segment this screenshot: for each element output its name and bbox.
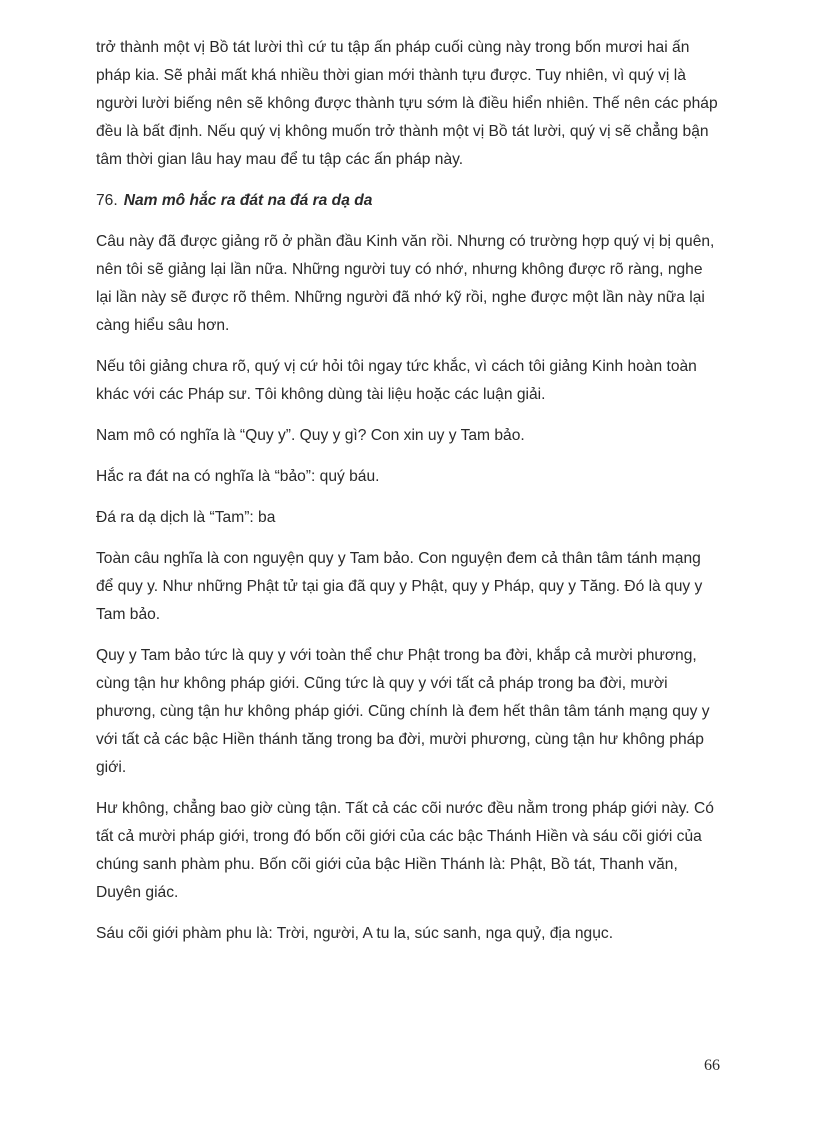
paragraph: Sáu cõi giới phàm phu là: Trời, người, A tu la, súc sanh, nga quỷ, địa ngục. [96, 925, 614, 942]
paragraph: Đá ra dạ dịch là “Tam”: ba [96, 509, 276, 526]
paragraph: Toàn câu nghĩa là con nguyện quy y Tam bảo. Con nguyện đem cả thân tâm tánh mạng để quy y. Như những Phật tử tại gia đã quy y Phật, quy y Pháp, quy y Tăng. Đó là quy y Tam bảo. [96, 550, 703, 623]
section-number: 76. [96, 192, 118, 209]
paragraph: Hư không, chẳng bao giờ cùng tận. Tất cả các cõi nước đều nằm trong pháp giới này. Có tất cả mười pháp giới, trong đó bốn cõi giới của các bậc Thánh Hiền và sáu cõi giới của chúng sanh phàm phu. Bốn cõi giới của bậc Hiền Thánh là: Phật, Bồ tát, Thanh văn, Duyên giác. [96, 800, 714, 901]
paragraph: Nam mô có nghĩa là “Quy y”. Quy y gì? Con xin uy y Tam bảo. [96, 427, 525, 444]
paragraph: Quy y Tam bảo tức là quy y với toàn thể chư Phật trong ba đời, khắp cả mười phương, cùng tận hư không pháp giới. Cũng tức là quy y với tất cả pháp trong ba đời, mười phương, cùng tận hư không pháp giới. Cũng chính là đem hết thân tâm tánh mạng quy y với tất cả các bậc Hiền thánh tăng trong ba đời, mười phương, cùng tận hư không pháp giới. [96, 647, 710, 776]
section-heading [96, 187, 720, 215]
paragraph: Hắc ra đát na có nghĩa là “bảo”: quý báu. [96, 468, 380, 485]
paragraph: trở thành một vị Bồ tát lười thì cứ tu tập ấn pháp cuối cùng này trong bốn mươi hai ấn pháp kia. Sẽ phải mất khá nhiều thời gian mới thành tựu được. Tuy nhiên, vì quý vị là người lười biếng nên sẽ không được thành tựu sớm là điều hiển nhiên. Thế nên các pháp đều là bất định. Nếu quý vị không muốn trở thành một vị Bồ tát lười, quý vị sẽ chẳng bận tâm thời gian lâu hay mau để tu tập các ấn pháp này. [96, 39, 718, 168]
page-content [96, 34, 720, 961]
section-title: Nam mô hắc ra đát na đá ra dạ da [123, 192, 373, 209]
paragraph: Nếu tôi giảng chưa rõ, quý vị cứ hỏi tôi ngay tức khắc, vì cách tôi giảng Kinh hoàn toàn khác với các Pháp sư. Tôi không dùng tài liệu hoặc các luận giải. [96, 358, 697, 403]
page-number: 66 [704, 1057, 720, 1074]
paragraph: Câu này đã được giảng rõ ở phần đầu Kinh văn rồi. Nhưng có trường hợp quý vị bị quên, nên tôi sẽ giảng lại lần nữa. Những người tuy có nhớ, nhưng không được rõ ràng, nghe lại lần này sẽ được rõ thêm. Những người đã nhớ kỹ rồi, nghe được một lần này nữa lại càng hiểu sâu hơn. [96, 233, 715, 334]
